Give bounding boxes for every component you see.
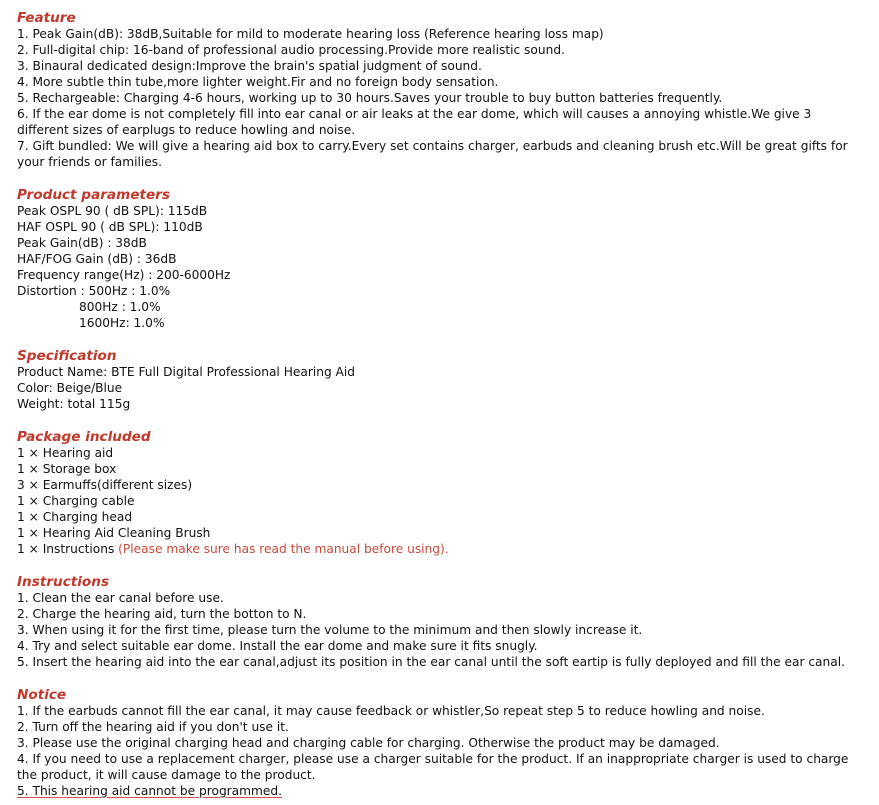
notice-item-2: 2. Turn off the hearing aid if you don't use it. xyxy=(17,720,289,734)
package-item-charging-head: 1 × Charging head xyxy=(17,510,133,524)
package-item-hearing-aid: 1 × Hearing aid xyxy=(17,446,114,460)
parameter-haf-gain: HAF/FOG Gain (dB) : 36dB xyxy=(17,252,177,266)
package-item-instructions xyxy=(17,541,865,557)
instructions-title: Instructions xyxy=(17,574,110,590)
package-item-charging-cable: 1 × Charging cable xyxy=(17,494,135,508)
specification-section xyxy=(17,348,865,412)
feature-item-4: 4. More subtle thin tube,more lighter weight.Fir and no foreign body sensation. xyxy=(17,75,499,89)
feature-list xyxy=(17,26,865,170)
notice-item-4: 4. If you need to use a replacement charger, please use a charger suitable for the product. If an inappropriate charger is used to charge the product, it will cause damage to the product. xyxy=(17,752,849,782)
parameter-distortion-1600: 1600Hz: 1.0% xyxy=(79,316,165,330)
instruction-step-3: 3. When using it for the first time, please turn the volume to the minimum and then slowly increase it. xyxy=(17,623,643,637)
instruction-step-2: 2. Charge the hearing aid, turn the botton to N. xyxy=(17,607,307,621)
package-manual-note: (Please make sure has read the manual before using). xyxy=(118,542,449,556)
instruction-step-4: 4. Try and select suitable ear dome. Install the ear dome and make sure it fits snugly. xyxy=(17,639,538,653)
parameters-list xyxy=(17,203,865,331)
parameter-haf-ospl: HAF OSPL 90 ( dB SPL): 110dB xyxy=(17,220,203,234)
notice-item-3: 3. Please use the original charging head and charging cable for charging. Otherwise the product may be damaged. xyxy=(17,736,720,750)
spec-color: Color: Beige/Blue xyxy=(17,381,123,395)
feature-title: Feature xyxy=(17,10,76,26)
instruction-step-5: 5. Insert the hearing aid into the ear canal,adjust its position in the ear canal until the soft eartip is fully deployed and fill the ear canal. xyxy=(17,655,845,669)
feature-item-1: 1. Peak Gain(dB): 38dB,Suitable for mild to moderate hearing loss (Reference hearing loss map) xyxy=(17,27,604,41)
parameter-peak-ospl: Peak OSPL 90 ( dB SPL): 115dB xyxy=(17,204,208,218)
feature-section xyxy=(17,10,865,170)
package-item-cleaning-brush: 1 × Hearing Aid Cleaning Brush xyxy=(17,526,211,540)
feature-item-3: 3. Binaural dedicated design:Improve the brain's spatial judgment of sound. xyxy=(17,59,482,73)
feature-item-5: 5. Rechargeable: Charging 4-6 hours, working up to 30 hours.Saves your trouble to buy button batteries frequently. xyxy=(17,91,723,105)
parameters-section xyxy=(17,187,865,331)
package-item-storage-box: 1 × Storage box xyxy=(17,462,117,476)
instructions-section xyxy=(17,574,865,670)
specification-title: Specification xyxy=(17,348,117,364)
notice-section xyxy=(17,687,865,799)
notice-title: Notice xyxy=(17,687,67,703)
specification-list xyxy=(17,364,865,412)
parameter-distortion-800: 800Hz : 1.0% xyxy=(79,300,161,314)
instruction-step-1: 1. Clean the ear canal before use. xyxy=(17,591,224,605)
notice-item-5: 5. This hearing aid cannot be programmed. xyxy=(17,784,283,798)
parameters-title: Product parameters xyxy=(17,187,170,203)
package-section xyxy=(17,429,865,557)
feature-item-7: 7. Gift bundled: We will give a hearing aid box to carry.Every set contains charger, earbuds and cleaning brush etc.Will be great gifts for your friends or families. xyxy=(17,139,848,169)
feature-item-6: 6. If the ear dome is not completely fill into ear canal or air leaks at the ear dome, which will causes a annoying whistle.We give 3 different sizes of earplugs to reduce howling and noise. xyxy=(17,107,812,137)
package-item-instructions-label: 1 × Instructions xyxy=(17,542,119,556)
package-title: Package included xyxy=(17,429,151,445)
spec-weight: Weight: total 115g xyxy=(17,397,131,411)
package-item-earmuffs: 3 × Earmuffs(different sizes) xyxy=(17,478,193,492)
parameter-distortion-500: Distortion : 500Hz : 1.0% xyxy=(17,284,171,298)
instructions-list xyxy=(17,590,865,670)
spec-product-name: Product Name: BTE Full Digital Professional Hearing Aid xyxy=(17,365,356,379)
package-list xyxy=(17,445,865,557)
parameter-frequency-range: Frequency range(Hz) : 200-6000Hz xyxy=(17,268,231,282)
feature-item-2: 2. Full-digital chip: 16-band of professional audio processing.Provide more realistic sound. xyxy=(17,43,565,57)
notice-item-1: 1. If the earbuds cannot fill the ear canal, it may cause feedback or whistler,So repeat step 5 to reduce howling and noise. xyxy=(17,704,765,718)
parameter-peak-gain: Peak Gain(dB) : 38dB xyxy=(17,236,147,250)
notice-list xyxy=(17,703,865,799)
